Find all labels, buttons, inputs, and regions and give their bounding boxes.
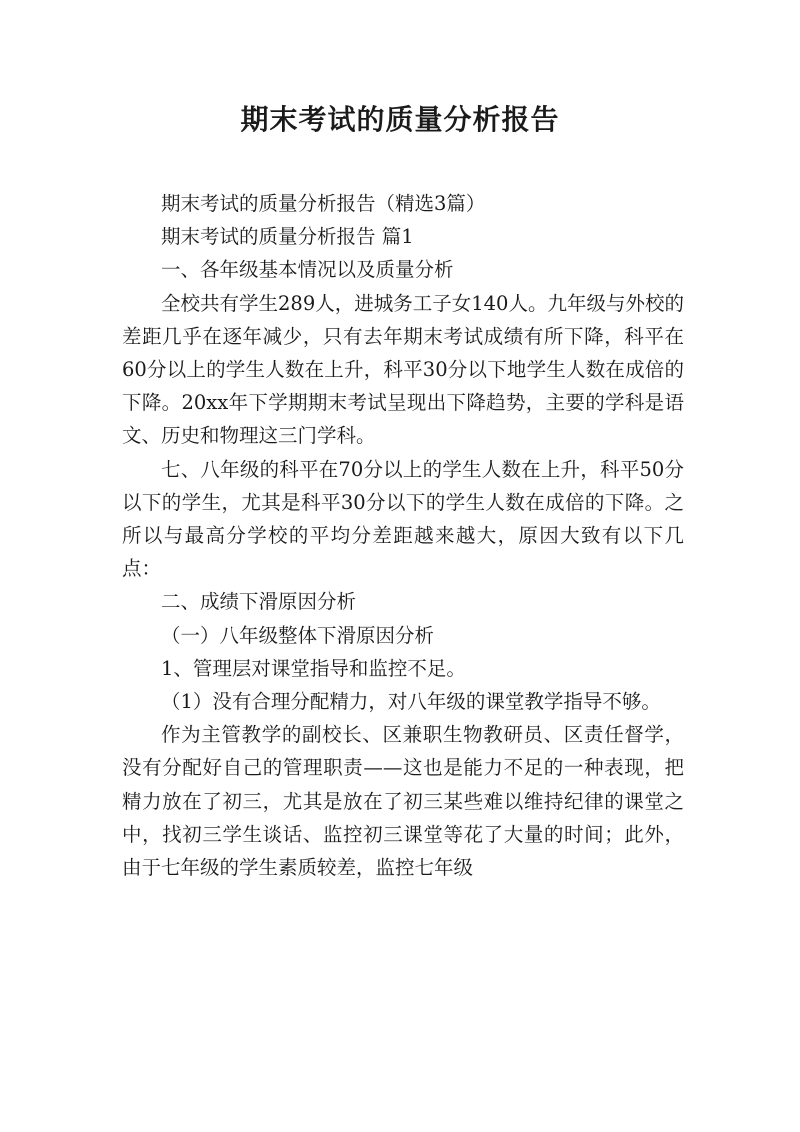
paragraph-body: 作为主管教学的副校长、区兼职生物教研员、区责任督学，没有分配好自己的管理职责——这也是能力不足的一种表现，把精力放在了初三，尤其是放在了初三某些难以维持纪律的课堂之中，找初三学生谈话、监控初三课堂等花了大量的时间；此外，由于七年级的学生素质较差，监控七年级 [122, 723, 684, 880]
paragraph-heading-2: 二、成绩下滑原因分析 [161, 590, 357, 614]
paragraph-heading-1: 一、各年级基本情况以及质量分析 [161, 258, 454, 282]
paragraph-subtitle: 期末考试的质量分析报告（精选3篇） [161, 192, 486, 215]
paragraph-body: 七、八年级的科平在70分以上的学生人数在上升，科平50分以下的学生，尤其是科平30分以下的学生人数在成倍的下降。之所以与最高分学校的平均分差距越来越大，原因大致有以下几点： [122, 457, 684, 581]
paragraph-item: 1、管理层对课堂指导和监控不足。 [161, 656, 466, 680]
paragraph-item: （1）没有合理分配精力，对八年级的课堂教学指导不够。 [161, 690, 661, 714]
document-title: 期末考试的质量分析报告 [240, 103, 560, 136]
paragraph-body: 全校共有学生289人，进城务工子女140人。九年级与外校的差距几乎在逐年减少，只有去年期末考试成绩有所下降，科平在60分以上的学生人数在上升，科平30分以下地学生人数在成倍的下降。20xx年下学期期末考试呈现出下降趋势，主要的学科是语文、历史和物理这三门学科。 [122, 291, 684, 448]
document-body [122, 187, 684, 884]
paragraph-subheading: （一）八年级整体下滑原因分析 [161, 623, 435, 647]
paragraph-section-heading: 期末考试的质量分析报告 篇1 [161, 225, 414, 249]
